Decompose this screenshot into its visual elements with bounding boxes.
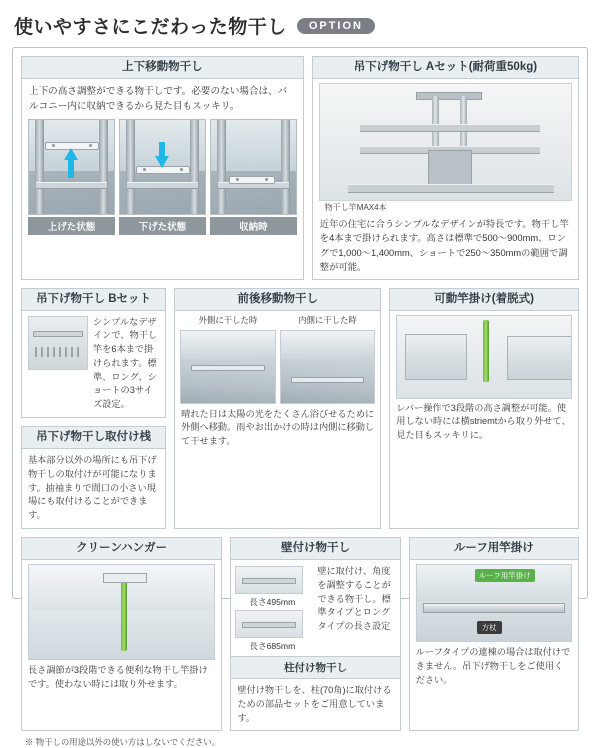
panel-title-clean-hanger: クリーンハンガー: [22, 538, 221, 560]
page-header: [12, 10, 588, 47]
panel-desc-movable-hook: レバー操作で3段階の高さ調整が可能。使用しない時には横striemtから取り外せて、見た目もスッキリに。: [396, 402, 571, 441]
panel-roof-hook: [409, 537, 579, 731]
panel-upper-lower-hanger: [21, 56, 304, 280]
movable-hook-photo-wrap: [390, 311, 578, 401]
panel-movable-hook: [389, 288, 579, 529]
tag-roof-hook: ルーフ用竿掛け: [475, 569, 535, 582]
panel-clean-hanger: [21, 537, 222, 731]
pole-upper: [360, 124, 540, 132]
arrow-down-icon: [155, 156, 169, 168]
panel-desc-post-mount: 壁付け物干しを、柱(70角)に取付けるための部品セットをご用意しています。: [237, 684, 392, 723]
photo-roof: [281, 331, 375, 360]
row-bottom: [21, 537, 579, 731]
front-rear-photos: [175, 326, 380, 406]
photo-hanging-b: [28, 316, 88, 370]
panel-mounting-frame: [21, 426, 166, 529]
hanging-a-photo-wrap: [313, 79, 578, 217]
option-badge: OPTION: [297, 18, 375, 34]
panel-desc-wall-mount: 壁に取付け、角度を調整することができる物干し。標準タイプとロングタイプの長さ設定: [317, 565, 391, 632]
ceiling-base-plate: [416, 92, 482, 100]
panel-title-movable-hook: 可動竿掛け(着脱式): [390, 289, 578, 311]
photo-hanger-arm: [229, 176, 275, 184]
spec-row-long: [231, 608, 313, 640]
photo-caption-max-poles: 物干し竿MAX4本: [324, 202, 387, 212]
photo-hanging-a: [319, 83, 572, 201]
panel-desc-hanging-a: 近年の住宅に合うシンプルなデザインが特長です。物干し竿を4本まで掛けられます。高さは標準で500〜900mm、ロングで1,000〜1,400mm、ショートで250〜350mmの範囲で調整が可能。: [319, 218, 569, 273]
caption-raised: 上げた状態: [28, 217, 115, 235]
panel-front-rear-hanger: [174, 288, 381, 529]
green-rod-indicator: [483, 320, 489, 382]
panel-desc-upper-lower: 上下の高さ調整ができる物干しです。必要のない場合は、バルコニー内に収納できるから見た目もスッキリ。: [29, 85, 288, 112]
drop-rod-right: [460, 96, 467, 148]
photo-movable-hook: [396, 315, 572, 399]
photo-post-left: [126, 120, 135, 214]
photo-hooks: [35, 347, 81, 357]
panel-desc-front-rear: 晴れた日は太陽の光をたくさん浴びせるために外側へ移動。雨やお出かけの時は内側に移動して干せます。: [181, 408, 375, 447]
wall-mount-specs: [231, 560, 313, 652]
photo-rail: [36, 182, 107, 189]
panel-desc-roof-hook: ルーフタイプの連棟の場合は取付けできません。吊下げ物干しをご使用ください。: [415, 646, 571, 685]
spec-row-standard: [231, 564, 313, 596]
panel-desc-hanging-b: シンプルなデザインで、物干し竿を6本まで掛けられます。標準、ロング、ショートの3サイズ設定。: [93, 316, 158, 410]
photo-box-stored: [210, 119, 297, 235]
photo-wall-arm-long: [235, 610, 303, 638]
photo-beam: [423, 603, 565, 613]
arrow-up-icon: [64, 148, 78, 160]
photo-pole: [291, 377, 365, 383]
footer-note: ※ 物干しの用途以外の使い方はしないでください。: [25, 737, 220, 748]
panel-title-roof-hook: ルーフ用竿掛け: [410, 538, 578, 560]
hook-body-detached: [507, 336, 572, 380]
panel-desc-mounting-frame: 基本部分以外の場所にも吊下げ物干しの取付けが可能になります。抽袖まりで間口の小さい現場にも取付けることができます。: [28, 455, 157, 521]
middle-column-left: [21, 288, 166, 529]
row-top: [21, 56, 579, 280]
hanger-top-bracket: [103, 573, 147, 583]
label-inside: 内側に干した時: [298, 314, 357, 325]
photo-post-left: [35, 120, 44, 214]
panel-wall-mount-hanger: [230, 537, 400, 731]
photo-box-lowered: [119, 119, 206, 235]
panel-title-hanging-b: 吊下げ物干し Bセット: [22, 289, 165, 311]
panel-hanging-set-a: [312, 56, 579, 280]
front-rear-labels: [175, 311, 380, 326]
spec-label-long: 長さ685mm: [249, 640, 296, 651]
photo-pole: [191, 365, 265, 371]
upper-lower-photo-group: [22, 119, 303, 239]
photo-roof-hook: [416, 564, 572, 642]
panel-title-wall-mount: 壁付け物干し: [231, 538, 399, 560]
photo-post-right: [190, 120, 199, 214]
hook-body: [405, 334, 467, 380]
panel-desc-clean-hanger: 長さ調節が3段階できる便利な物干し竿掛けです。使わない時には取り外せます。: [28, 664, 208, 689]
roof-hook-photo-wrap: [410, 560, 578, 644]
caption-lowered: 下げた状態: [119, 217, 206, 235]
photo-pole: [33, 331, 83, 337]
pole-bottom: [348, 184, 554, 193]
photo-raised-state: [28, 119, 115, 215]
caption-stored: 収納時: [210, 217, 297, 235]
panel-title-front-rear: 前後移動物干し: [175, 289, 380, 311]
panel-title-post-mount: 柱付け物干し: [231, 656, 399, 679]
photo-roof: [181, 331, 275, 360]
row-middle: [21, 288, 579, 529]
photo-post-right: [281, 120, 290, 214]
label-outside: 外側に干した時: [198, 314, 258, 325]
photo-post-left: [217, 120, 226, 214]
photo-outside: [180, 330, 276, 404]
photo-inside: [280, 330, 376, 404]
photo-wall-arm-standard: [235, 566, 303, 594]
tag-brace: 方杖: [477, 621, 502, 634]
photo-rod: [242, 622, 296, 628]
content-frame: [12, 47, 588, 748]
panel-body-hanging-b: [22, 311, 165, 418]
panel-title-hanging-a: 吊下げ物干し Aセット(耐荷重50kg): [313, 57, 578, 79]
photo-box-raised: [28, 119, 115, 235]
photo-lowered-state: [119, 119, 206, 215]
arrow-stem-up: [68, 160, 74, 178]
wall-mount-content: [231, 560, 399, 652]
clean-hanger-photo-wrap: [22, 560, 221, 662]
panel-title-mounting-frame: 吊下げ物干し取付け桟: [22, 427, 165, 449]
page-title: 使いやすさにこだわった物干し: [14, 17, 287, 38]
green-rod-hanger: [121, 573, 127, 651]
panel-title-upper-lower: 上下移動物干し: [22, 57, 303, 79]
photo-stored-state: [210, 119, 297, 215]
photo-rod: [242, 578, 296, 584]
spec-label-standard: 長さ495mm: [249, 596, 296, 607]
panel-hanging-set-b: [21, 288, 166, 419]
photo-rail: [127, 182, 198, 189]
photo-clean-hanger: [28, 564, 215, 660]
photo-post-right: [99, 120, 108, 214]
drop-rod-left: [432, 96, 439, 148]
mount-bracket: [428, 150, 472, 186]
